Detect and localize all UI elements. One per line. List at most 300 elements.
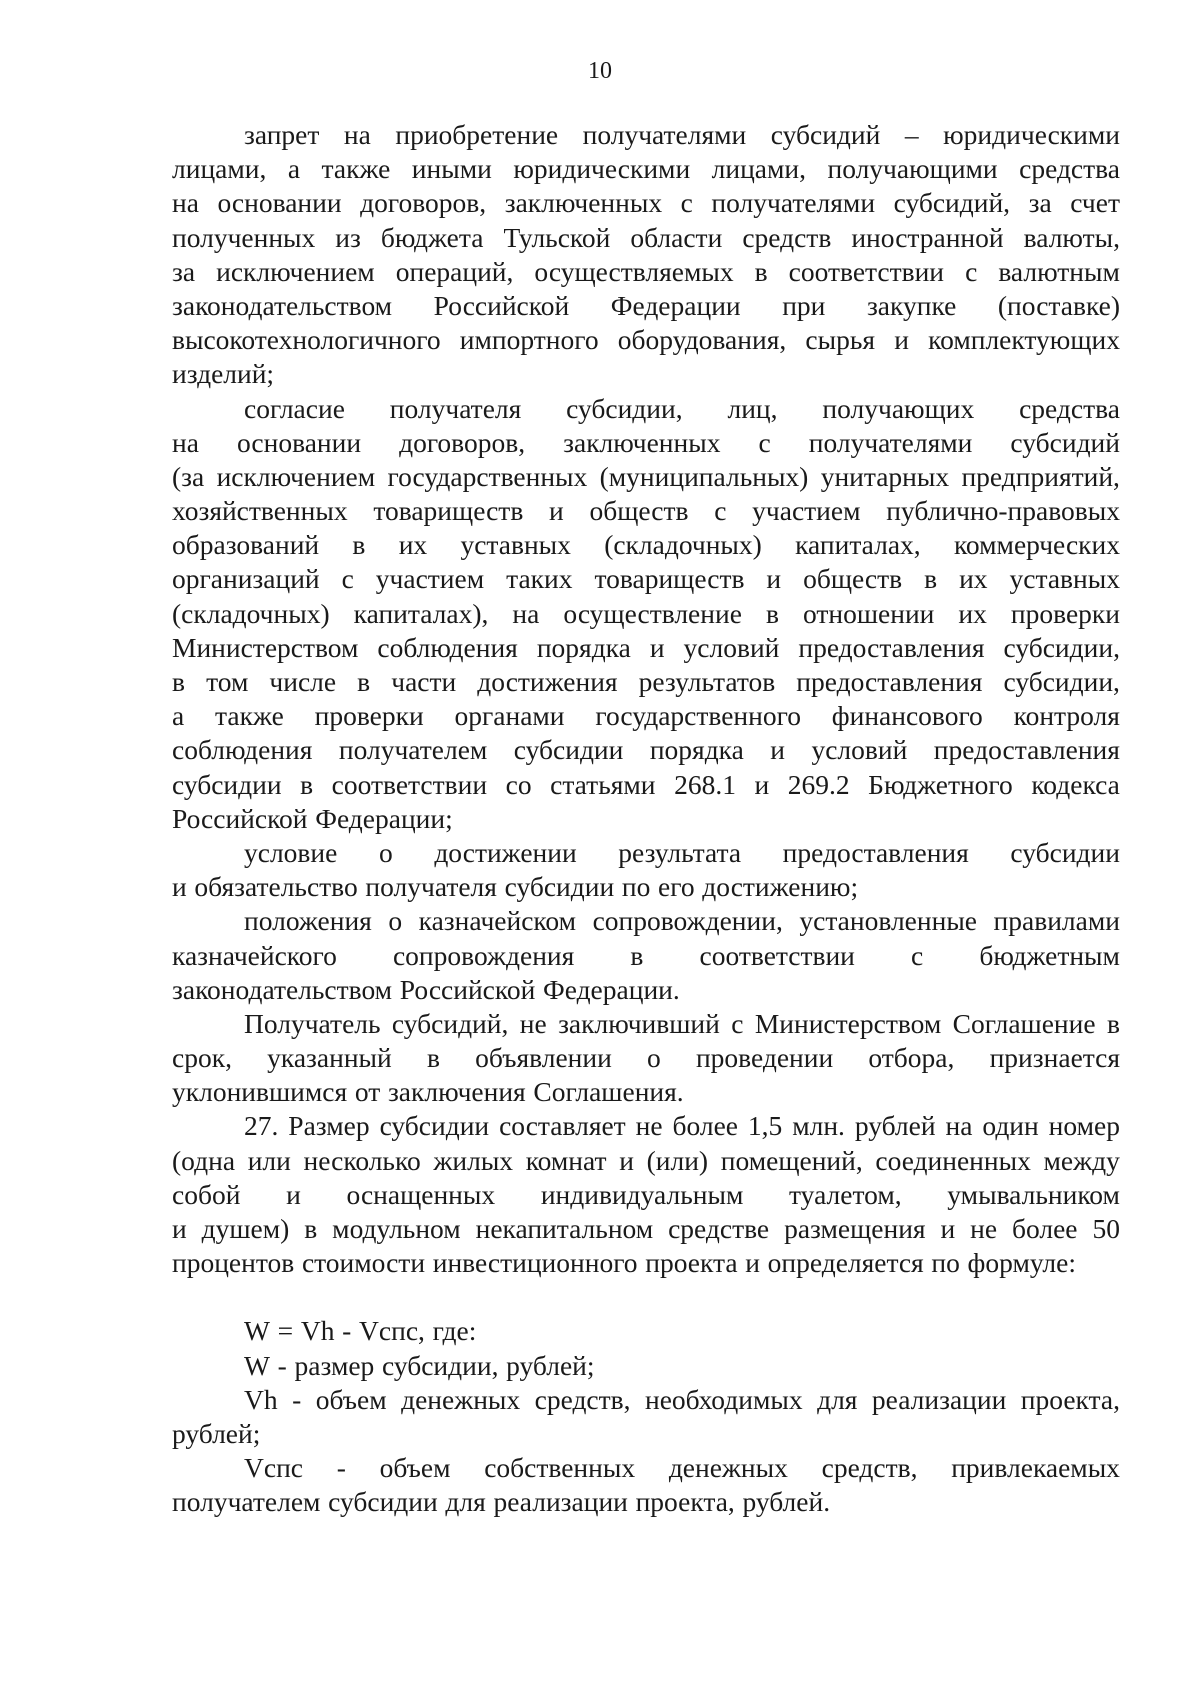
- word: отношении: [802, 597, 935, 629]
- word: за: [1028, 187, 1052, 219]
- word: получающими: [827, 153, 998, 185]
- word: органами: [454, 700, 565, 732]
- word: номер: [1048, 1110, 1120, 1142]
- word: обществ: [589, 495, 689, 527]
- word: положения: [244, 905, 372, 937]
- word: капиталах),: [353, 597, 489, 629]
- word: результата: [618, 836, 742, 868]
- word: -: [277, 1349, 287, 1381]
- word: правилами: [993, 905, 1120, 937]
- definition-vh: [172, 1383, 1120, 1451]
- word: собой: [172, 1178, 241, 1210]
- word: публично-правовых: [886, 495, 1120, 527]
- word: и: [549, 495, 564, 527]
- word: финансового: [831, 700, 983, 732]
- word: в: [754, 255, 768, 287]
- word: (складочных): [604, 529, 762, 561]
- text-line: [172, 1383, 1120, 1417]
- word: денежных: [401, 1383, 521, 1415]
- word: их: [958, 597, 987, 629]
- text-line: [172, 733, 1120, 767]
- word: формуле:: [967, 1247, 1076, 1279]
- word: операций,: [395, 255, 514, 287]
- word: 50: [1092, 1213, 1120, 1244]
- word: получателя: [389, 392, 522, 424]
- word: млн.: [792, 1110, 845, 1142]
- text-line: [172, 665, 1120, 699]
- word: уставных: [1009, 563, 1120, 595]
- word: Российской: [399, 973, 536, 1005]
- word: а: [287, 153, 301, 185]
- paragraph-agreement-refusal: [172, 1007, 1120, 1110]
- word: их: [398, 529, 428, 561]
- word: и: [770, 734, 786, 766]
- text-line: [172, 904, 1120, 938]
- word: не: [970, 1213, 998, 1244]
- word: их: [959, 563, 988, 595]
- word: средств,: [821, 1452, 918, 1484]
- word: реализации: [871, 1383, 1007, 1415]
- word: государственных: [387, 460, 588, 492]
- word: рублей;: [506, 1349, 595, 1381]
- text-line: [172, 426, 1120, 460]
- word: с: [911, 939, 924, 971]
- page-number: 10: [588, 58, 612, 84]
- word: основании: [217, 187, 342, 219]
- word: счет: [1070, 187, 1120, 219]
- word: где:: [432, 1315, 477, 1347]
- word: рублей;: [172, 1417, 261, 1449]
- word: на: [945, 1110, 973, 1142]
- word: Российской: [433, 289, 570, 321]
- word: при: [782, 289, 826, 321]
- word: сырья: [805, 324, 876, 356]
- word: хозяйственных: [172, 495, 348, 527]
- word: от: [354, 1076, 381, 1108]
- word: не: [519, 1007, 547, 1039]
- word: договоров,: [399, 426, 526, 458]
- word: средств: [742, 221, 832, 253]
- word: душем): [201, 1213, 290, 1244]
- word: законодательством: [172, 289, 393, 321]
- word: W: [244, 1349, 270, 1381]
- word: получающих: [822, 392, 975, 424]
- word: товариществ: [373, 495, 524, 527]
- word: в: [172, 666, 185, 697]
- word: получателями: [808, 426, 973, 458]
- word: проекта,: [1020, 1383, 1120, 1415]
- word: жилых: [433, 1144, 514, 1176]
- word: Федерации.: [543, 973, 680, 1005]
- word: лицами,: [711, 153, 806, 185]
- text-line: [172, 1314, 1120, 1348]
- text-line: [172, 631, 1120, 665]
- word: с: [965, 255, 978, 287]
- word: достижения: [477, 666, 618, 697]
- word: указанный: [267, 1042, 392, 1074]
- word: законодательством: [172, 973, 393, 1005]
- word: также: [321, 153, 391, 185]
- word: (или): [646, 1144, 709, 1176]
- text-line: [172, 1178, 1120, 1212]
- word: соответствии: [699, 939, 855, 971]
- word: не: [635, 1110, 663, 1142]
- text-line: [172, 528, 1120, 562]
- word: валютным: [998, 255, 1120, 287]
- word: соблюдения: [377, 631, 518, 663]
- text-line: [172, 152, 1120, 186]
- text-line: [172, 460, 1120, 494]
- word: иностранной: [851, 221, 1004, 253]
- word: собственных: [484, 1452, 636, 1484]
- word: W: [244, 1315, 270, 1347]
- text-line: [172, 1007, 1120, 1041]
- text-line: [172, 768, 1120, 802]
- word: средства: [1019, 153, 1120, 185]
- word: с: [731, 1007, 744, 1039]
- text-line: [172, 870, 1120, 904]
- word: предоставления: [782, 836, 969, 868]
- word: объем: [315, 1383, 387, 1415]
- word: Министерством: [754, 1007, 942, 1039]
- word: Получатель: [244, 1007, 381, 1039]
- word: более: [672, 1110, 738, 1142]
- word: соответствии: [331, 768, 488, 800]
- word: кодекса: [1031, 768, 1120, 800]
- word: субсидий: [770, 119, 881, 150]
- word: соединенных: [875, 1144, 1031, 1176]
- word: Vспс: [244, 1452, 303, 1484]
- word: в: [352, 529, 366, 561]
- word: достижению;: [702, 871, 859, 903]
- word: Vh: [300, 1315, 335, 1347]
- word: получателями: [582, 119, 747, 150]
- word: числе: [269, 666, 337, 697]
- paragraph-foreign-currency-ban: [172, 118, 1120, 392]
- word: некапитальном: [475, 1213, 654, 1244]
- word: субсидий,: [391, 1007, 509, 1039]
- word: участием: [375, 563, 485, 595]
- text-line: [172, 1246, 1120, 1280]
- text-line: [172, 562, 1120, 596]
- word: в: [300, 768, 314, 800]
- word: оборудования,: [617, 324, 787, 356]
- word: 269.2: [787, 768, 850, 800]
- word: в: [765, 597, 779, 629]
- word: комнат: [525, 1144, 607, 1176]
- word: Федерации;: [315, 802, 453, 834]
- word: и: [940, 1213, 956, 1244]
- word: контроля: [1013, 700, 1120, 732]
- word: денежных: [668, 1452, 788, 1484]
- paragraph-result-condition: [172, 836, 1120, 904]
- text-line: [172, 836, 1120, 870]
- word: исключением: [216, 460, 376, 492]
- text-line: [172, 186, 1120, 220]
- word: закупке: [866, 289, 957, 321]
- word: заключения: [387, 1076, 526, 1108]
- word: субсидии,: [382, 1349, 499, 1381]
- word: соответствии: [788, 255, 945, 287]
- word: получателя: [365, 871, 497, 903]
- definition-w: [172, 1349, 1120, 1383]
- word: средства: [1019, 392, 1120, 424]
- word: 268.1: [674, 768, 736, 800]
- word: объем: [379, 1452, 451, 1484]
- word: сопровождении,: [592, 905, 783, 937]
- word: 27.: [244, 1110, 279, 1142]
- word: срок,: [172, 1042, 232, 1074]
- word: рублей: [854, 1110, 936, 1142]
- word: субсидии: [328, 1486, 438, 1518]
- word: предоставления: [933, 734, 1120, 766]
- word: с: [341, 563, 354, 595]
- word: капиталах,: [795, 529, 921, 561]
- text-line: [172, 597, 1120, 631]
- word: обязательство: [194, 871, 358, 903]
- word: сопровождения: [392, 939, 575, 971]
- word: образований: [172, 529, 320, 561]
- word: Федерации: [610, 289, 741, 321]
- word: юридическими: [943, 119, 1120, 150]
- word: субсидии: [379, 1110, 490, 1142]
- word: один: [982, 1110, 1039, 1142]
- text-line: [172, 357, 1120, 391]
- word: заключивший: [558, 1007, 720, 1039]
- word: унитарных: [820, 460, 950, 492]
- word: валюты,: [1023, 221, 1120, 253]
- word: проекта,: [635, 1486, 735, 1518]
- word: о: [647, 1042, 661, 1074]
- word: области: [630, 221, 723, 253]
- word: казначейского: [172, 939, 337, 971]
- text-line: [172, 699, 1120, 733]
- word: объявлении: [475, 1042, 612, 1074]
- text-line: [172, 289, 1120, 323]
- word: заключенных: [504, 187, 663, 219]
- word: уставных: [460, 529, 571, 561]
- text-line: [172, 973, 1120, 1007]
- word: умывальником: [947, 1178, 1120, 1210]
- word: соблюдения: [172, 734, 313, 766]
- word: определяется: [767, 1247, 924, 1279]
- word: субсидии: [172, 768, 282, 800]
- word: запрет: [244, 119, 320, 150]
- text-line: [172, 1075, 1120, 1109]
- word: том: [206, 666, 249, 697]
- word: проекта: [645, 1247, 738, 1279]
- word: порядка: [649, 734, 744, 766]
- word: результатов: [638, 666, 776, 697]
- word: составляет: [499, 1110, 626, 1142]
- word: субсидии,: [566, 392, 683, 424]
- word: исключением: [216, 255, 375, 287]
- word: лиц,: [727, 392, 778, 424]
- word: -: [336, 1452, 346, 1484]
- word: 1,5: [747, 1110, 783, 1142]
- word: и: [286, 1178, 301, 1210]
- word: для: [445, 1486, 486, 1518]
- word: на: [172, 426, 199, 458]
- word: по: [931, 1247, 960, 1279]
- paragraph-treasury-support: [172, 904, 1120, 1007]
- paragraph-27-subsidy-size: [172, 1109, 1120, 1280]
- text-line: [172, 255, 1120, 289]
- word: осуществление: [563, 597, 742, 629]
- word: комплектующих: [928, 324, 1120, 356]
- word: условий: [811, 734, 908, 766]
- text-line: [172, 323, 1120, 357]
- word: модульном: [332, 1213, 461, 1244]
- word: коммерческих: [953, 529, 1120, 561]
- word: бюджета: [380, 221, 484, 253]
- word: Министерством: [172, 631, 359, 663]
- word: осуществляемых: [534, 255, 734, 287]
- word: участием: [752, 495, 861, 527]
- word: со: [505, 768, 532, 800]
- word: получателем: [338, 734, 488, 766]
- word: признается: [989, 1042, 1120, 1074]
- word: заключенных: [563, 426, 721, 458]
- text-line: [172, 392, 1120, 426]
- blank-line-before-formula: [172, 1280, 1120, 1314]
- word: Соглашения.: [533, 1076, 684, 1108]
- word: (одна: [172, 1144, 236, 1176]
- word: средстве: [668, 1213, 770, 1244]
- word: условие: [244, 836, 338, 868]
- word: а: [172, 700, 185, 732]
- word: отбора,: [868, 1042, 955, 1074]
- word: предоставления: [798, 631, 985, 663]
- text-line: [172, 1349, 1120, 1383]
- word: установленные: [799, 905, 978, 937]
- word: инвестиционного: [432, 1247, 638, 1279]
- text-line: [172, 118, 1120, 152]
- word: предоставления: [796, 666, 983, 697]
- word: и: [754, 768, 770, 800]
- word: импортного: [459, 324, 599, 356]
- word: и: [894, 324, 909, 356]
- word: полученных: [172, 221, 316, 253]
- word: субсидий,: [893, 187, 1011, 219]
- word: предприятий,: [961, 460, 1120, 492]
- text-line: [172, 1417, 1120, 1451]
- word: изделий;: [172, 358, 275, 390]
- document-body: [172, 118, 1120, 1520]
- word: статьями: [550, 768, 656, 800]
- word: в: [630, 939, 644, 971]
- paragraph-inspection-consent: [172, 392, 1120, 836]
- text-line: [172, 221, 1120, 255]
- word: Соглашение: [952, 1007, 1096, 1039]
- word: о: [378, 836, 393, 868]
- word: Размер: [288, 1110, 370, 1142]
- formula-line: [172, 1314, 1120, 1348]
- word: (складочных): [172, 597, 330, 629]
- word: и: [766, 563, 782, 595]
- word: (муниципальных): [599, 460, 809, 492]
- word: в: [1106, 1007, 1120, 1039]
- word: на: [512, 597, 540, 629]
- text-line: [172, 494, 1120, 528]
- word: и: [745, 1247, 760, 1279]
- word: необходимых: [644, 1383, 803, 1415]
- word: получателями: [711, 187, 876, 219]
- text-line: [172, 1041, 1120, 1075]
- word: для: [817, 1383, 858, 1415]
- word: туалетом,: [789, 1178, 902, 1210]
- word: Vh: [244, 1383, 278, 1415]
- word: между: [1043, 1144, 1120, 1176]
- word: субсидии: [504, 871, 615, 903]
- word: субсидии,: [1003, 666, 1120, 697]
- word: оснащенных: [346, 1178, 496, 1210]
- word: средств,: [534, 1383, 631, 1415]
- word: основании: [236, 426, 362, 458]
- word: проведении: [695, 1042, 834, 1074]
- word: уклонившимся: [172, 1076, 348, 1108]
- text-line: [172, 1485, 1120, 1519]
- word: получателем: [172, 1486, 321, 1518]
- word: по: [621, 871, 651, 903]
- word: с: [758, 426, 771, 458]
- word: субсидии: [1010, 836, 1120, 868]
- word: проверки: [314, 700, 424, 732]
- word: в: [357, 666, 371, 697]
- word: за: [172, 255, 196, 287]
- word: (поставке): [997, 289, 1120, 321]
- word: помещений,: [720, 1144, 863, 1176]
- text-line: [172, 1212, 1120, 1246]
- word: реализации: [493, 1486, 628, 1518]
- word: (за: [172, 460, 205, 492]
- text-line: [172, 939, 1120, 973]
- word: –: [904, 119, 919, 150]
- word: Российской: [172, 802, 308, 834]
- word: размещения: [784, 1213, 926, 1244]
- word: на: [343, 119, 371, 150]
- word: таких: [506, 563, 573, 595]
- word: или: [247, 1144, 291, 1176]
- word: юридическими: [513, 153, 691, 185]
- definition-vsps: [172, 1451, 1120, 1519]
- text-line: [172, 1109, 1120, 1143]
- word: в: [924, 563, 938, 595]
- word: также: [215, 700, 284, 732]
- word: порядка: [536, 631, 631, 663]
- word: рублей.: [742, 1486, 831, 1518]
- word: индивидуальным: [540, 1178, 744, 1210]
- word: лицами,: [172, 153, 267, 185]
- word: казначейском: [418, 905, 577, 937]
- word: проверки: [1010, 597, 1120, 629]
- word: Тульской: [503, 221, 611, 253]
- word: бюджетным: [979, 939, 1120, 971]
- word: обществ: [803, 563, 903, 595]
- word: его: [658, 871, 695, 903]
- word: договоров,: [360, 187, 487, 219]
- word: Vспс,: [359, 1315, 425, 1347]
- word: субсидий: [1010, 426, 1120, 458]
- word: стоимости: [301, 1247, 426, 1279]
- word: -: [342, 1315, 352, 1347]
- word: процентов: [172, 1247, 295, 1279]
- word: государственного: [595, 700, 801, 732]
- word: о: [388, 905, 403, 937]
- word: согласие: [244, 392, 345, 424]
- word: достижении: [434, 836, 577, 868]
- word: с: [714, 495, 727, 527]
